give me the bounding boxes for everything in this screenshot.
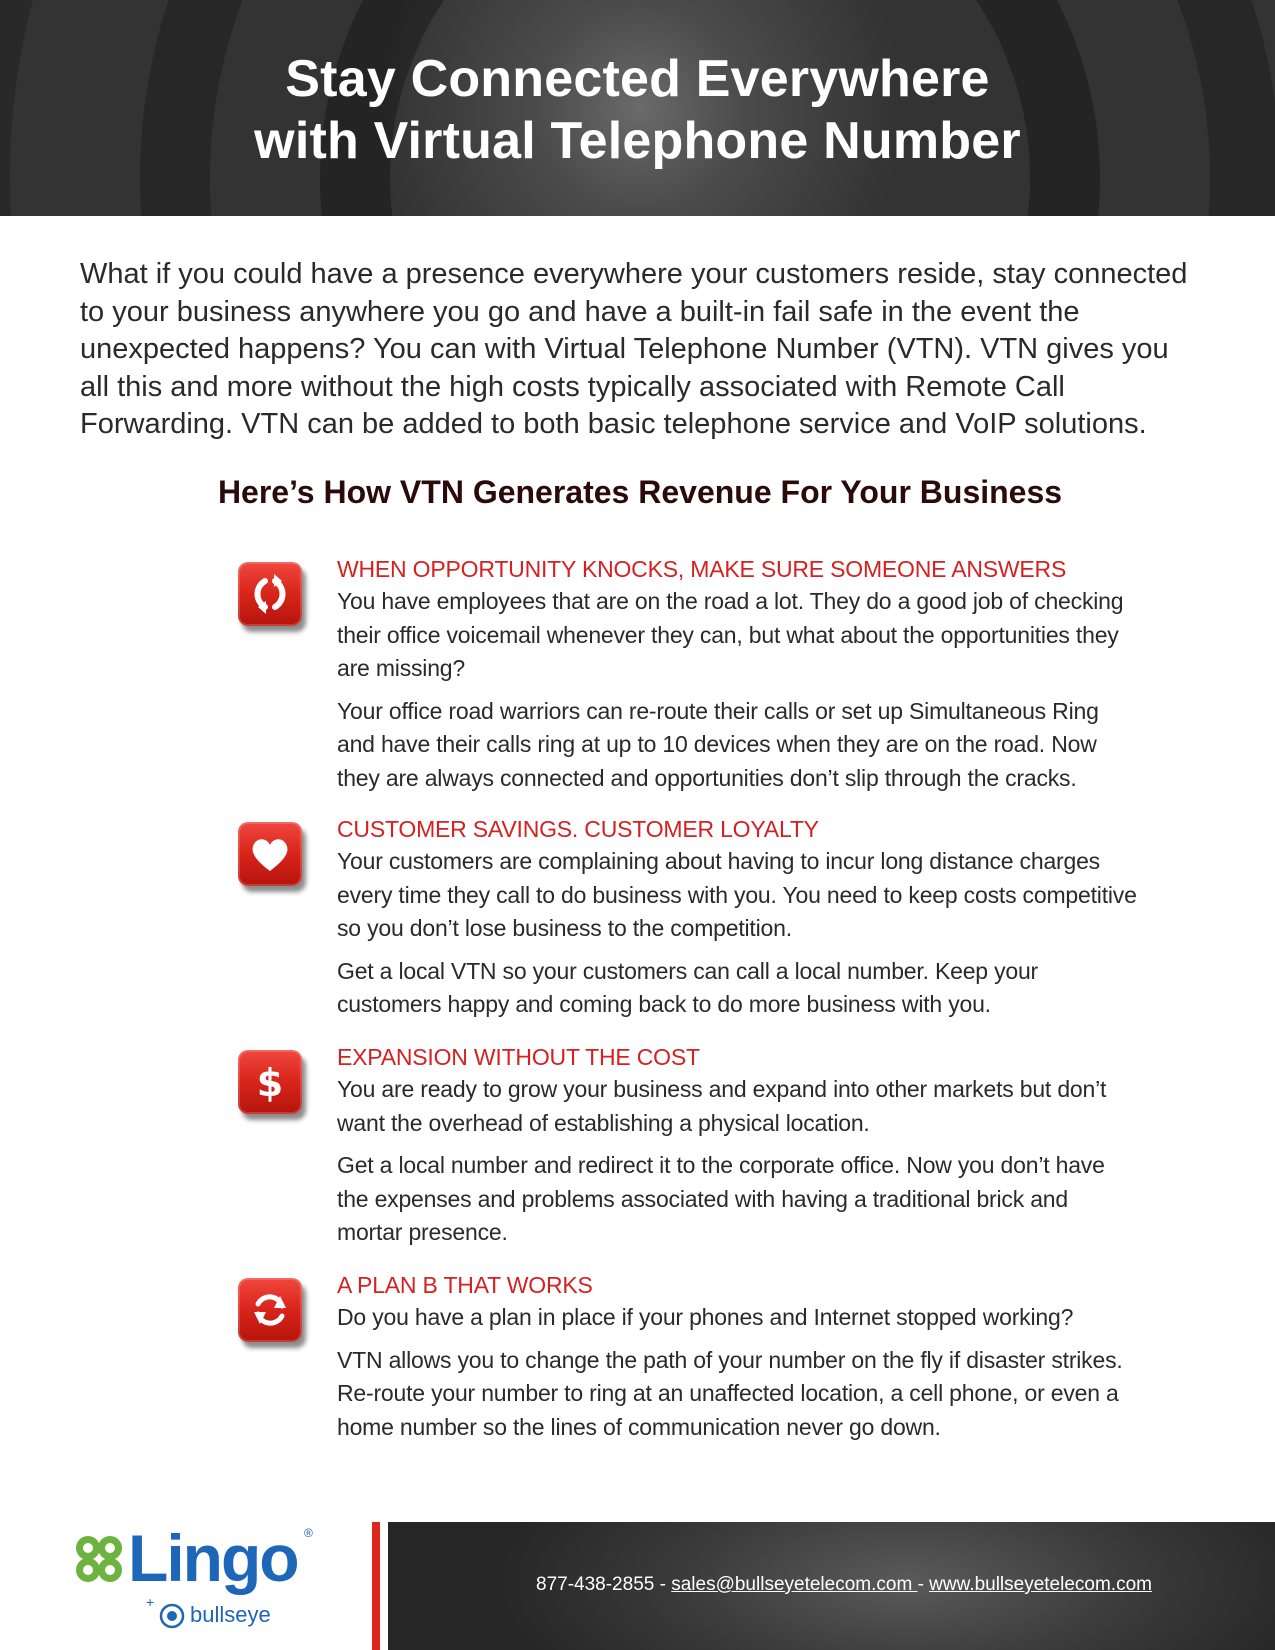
feature-paragraph: Do you have a plan in place if your phones and Internet stopped working? [337,1304,1074,1330]
separator: - [917,1574,930,1595]
feature-paragraph: VTN allows you to change the path of your number on the fly if disaster strikes. Re-route your number to ring at an unaffected location, a cell phone, or even a home number so the lines of communication never go down. [337,1346,1123,1440]
section-heading: Here’s How VTN Generates Revenue For Your Business [217,474,1063,510]
page-title [0,48,1275,172]
phone-arrows-icon [238,562,302,626]
intro-paragraph: What if you could have a presence everywhere your customers reside, stay connected to your business anywhere you go and have a built-in fail safe in the event the unexpected happens? You can with Virtual Telephone Number (VTN). VTN gives you all this and more without the high costs typically associated with Remote Call Forwarding. VTN can be added to both basic telephone service and VoIP solutions. [80,258,1188,440]
heart-icon [238,822,302,886]
feature-title: A PLAN B THAT WORKS [337,1272,593,1298]
clover-logo-icon [70,1530,130,1590]
feature-paragraph: Get a local number and redirect it to the corporate office. Now you don’t have the expenses and problems associated with having a traditional brick and mortar presence. [337,1152,1105,1245]
dollar-icon [238,1050,302,1114]
title-line-1: Stay Connected Everywhere [285,50,990,108]
feature-paragraph: You are ready to grow your business and expand into other markets but don’t want the overhead of establishing a physical location. [337,1076,1107,1136]
feature-text [337,814,1137,1031]
feature-text [337,1042,1137,1259]
feature-paragraph: You have employees that are on the road a lot. They do a good job of checking their office voicemail whenever they can, but what about the opportunities they are missing? [337,588,1124,681]
header-banner [0,0,1275,216]
feature-title: WHEN OPPORTUNITY KNOCKS, MAKE SURE SOMEONE ANSWERS [337,556,1067,582]
separator: - [654,1574,672,1595]
footer-band [388,1522,1275,1650]
feature-text [337,1270,1137,1453]
footer-contact [536,1574,1256,1596]
lingo-logo [70,1520,320,1630]
svg-text:$: $ [256,1061,284,1105]
email-link[interactable]: sales@bullseyetelecom.com [671,1574,918,1595]
logo-subtext: bullseye [190,1602,271,1627]
website-link[interactable]: www.bullseyetelecom.com [929,1574,1152,1595]
feature-title: CUSTOMER SAVINGS. CUSTOMER LOYALTY [337,816,819,842]
footer-divider [372,1522,380,1650]
logo-plus: + [146,1594,155,1610]
bullseye-target-icon [158,1602,186,1630]
feature-paragraph: Get a local VTN so your customers can call a local number. Keep your customers happy and coming back to do more business with you. [337,957,1039,1017]
feature-text [337,554,1137,804]
feature-paragraph: Your customers are complaining about having to incur long distance charges every time they call to do business with you. You need to keep costs competitive so you don’t lose business to the competition. [337,848,1137,941]
logo-registered-mark: ® [304,1526,313,1540]
title-line-2: with Virtual Telephone Number [254,112,1021,170]
feature-paragraph: Your office road warriors can re-route their calls or set up Simultaneous Ring and have their calls ring at up to 10 devices when they are on the road. Now they are always connected and opportunities don’t slip through the cracks. [337,697,1099,791]
logo-wordmark: Lingo [128,1521,298,1595]
feature-title: EXPANSION WITHOUT THE COST [337,1044,700,1070]
phone-number: 877-438-2855 [536,1574,655,1595]
refresh-arrows-icon [238,1278,302,1342]
